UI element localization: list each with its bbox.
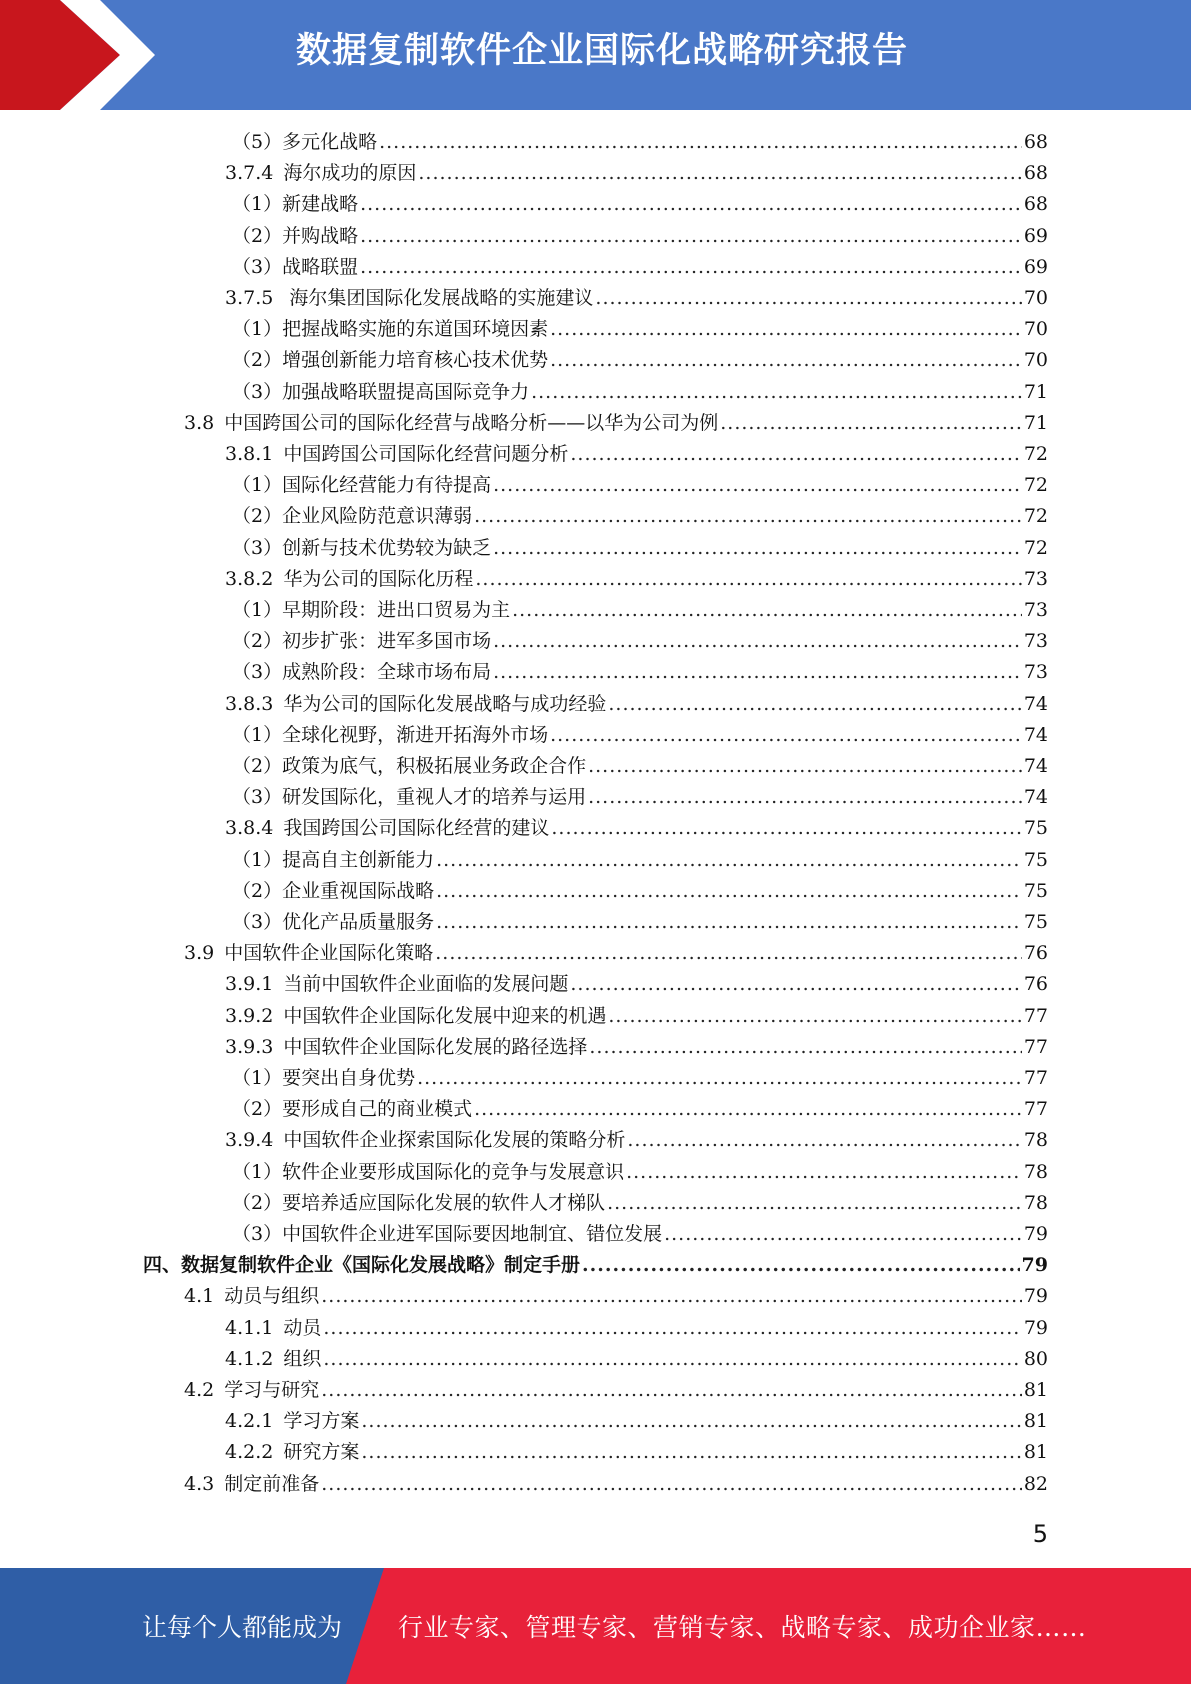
toc-entry[interactable] bbox=[232, 1157, 1048, 1188]
toc-entry-title: （3）研发国际化，重视人才的培养与运用 bbox=[232, 786, 587, 809]
toc-entry-page: 80 bbox=[1023, 1347, 1048, 1370]
toc-entry-title: （1）新建战略 bbox=[232, 193, 359, 216]
toc-entry-page: 77 bbox=[1023, 1004, 1048, 1027]
toc-entry-title: 华为公司的国际化发展战略与成功经验 bbox=[283, 692, 607, 715]
toc-entry-page: 79 bbox=[1023, 1285, 1048, 1308]
toc-entry-page: 74 bbox=[1023, 786, 1048, 809]
toc-entry[interactable] bbox=[232, 221, 1048, 252]
toc-entry-number: 3.8.1 bbox=[225, 443, 274, 465]
toc-leader-dots bbox=[608, 1001, 1021, 1032]
toc-entry-page: 79 bbox=[1023, 1223, 1048, 1245]
toc-entry-title: （2）要形成自己的商业模式 bbox=[232, 1098, 473, 1121]
toc-entry-title: （5）多元化战略 bbox=[232, 131, 378, 153]
toc-entry[interactable] bbox=[232, 876, 1048, 907]
toc-leader-dots bbox=[361, 1406, 1021, 1437]
toc-entry[interactable] bbox=[232, 470, 1048, 501]
toc-entry-page: 69 bbox=[1023, 255, 1048, 278]
toc-leader-dots bbox=[512, 595, 1022, 626]
toc-leader-dots bbox=[588, 751, 1022, 782]
toc-entry-title: （3）战略联盟 bbox=[232, 255, 359, 278]
toc-entry-number: 4.1.2 bbox=[225, 1347, 274, 1370]
toc-leader-dots bbox=[570, 969, 1021, 1000]
toc-entry-page: 75 bbox=[1023, 817, 1048, 840]
footer-slogan-right: 行业专家、管理专家、营销专家、战略专家、成功企业家…… bbox=[398, 1613, 1087, 1642]
toc-leader-dots bbox=[550, 720, 1022, 751]
toc-leader-dots bbox=[595, 283, 1021, 314]
toc-leader-dots bbox=[493, 626, 1022, 657]
toc-leader-dots bbox=[435, 938, 1022, 969]
toc-entry-page: 78 bbox=[1023, 1191, 1048, 1214]
toc-entry[interactable] bbox=[184, 1469, 1048, 1500]
toc-entry-title: （1）早期阶段：进出口贸易为主 bbox=[232, 599, 511, 621]
toc-entry[interactable] bbox=[232, 907, 1048, 938]
toc-entry-page: 72 bbox=[1023, 536, 1048, 559]
toc-entry[interactable] bbox=[184, 938, 1048, 969]
toc-entry-title: （1）全球化视野，渐进开拓海外市场 bbox=[232, 723, 549, 746]
toc-entry-title: 学习方案 bbox=[283, 1410, 360, 1433]
toc-entry[interactable] bbox=[225, 158, 1048, 189]
toc-entry-title: 海尔成功的原因 bbox=[283, 162, 417, 185]
toc-entry-title: （3）加强战略联盟提高国际竞争力 bbox=[232, 380, 530, 403]
toc-entry-title: （3）优化产品质量服务 bbox=[232, 911, 435, 933]
toc-entry[interactable] bbox=[225, 564, 1048, 595]
toc-leader-dots bbox=[323, 1313, 1021, 1344]
toc-entry[interactable] bbox=[184, 408, 1048, 439]
toc-entry-page: 69 bbox=[1023, 224, 1048, 247]
toc-entry-number: 4.2.2 bbox=[225, 1441, 274, 1464]
toc-entry-page: 75 bbox=[1023, 911, 1048, 933]
toc-entry[interactable] bbox=[232, 845, 1048, 876]
toc-entry-number: 3.9.2 bbox=[225, 1004, 274, 1027]
toc-entry-page: 72 bbox=[1023, 443, 1048, 465]
toc-entry-page: 81 bbox=[1023, 1441, 1048, 1464]
toc-entry[interactable] bbox=[225, 1344, 1048, 1375]
toc-entry[interactable] bbox=[225, 1437, 1048, 1468]
toc-entry-page: 70 bbox=[1023, 287, 1048, 309]
toc-entry[interactable] bbox=[225, 1032, 1048, 1063]
toc-entry-page: 73 bbox=[1023, 599, 1048, 621]
toc-entry[interactable] bbox=[225, 1001, 1048, 1032]
toc-leader-dots bbox=[321, 1281, 1022, 1312]
toc-entry-title: 中国跨国公司的国际化经营与战略分析——以华为公司为例 bbox=[224, 411, 719, 434]
toc-leader-dots bbox=[720, 408, 1022, 439]
toc-entry-page: 77 bbox=[1023, 1067, 1048, 1089]
toc-entry-title: （1）把握战略实施的东道国环境因素 bbox=[232, 318, 549, 341]
toc-entry[interactable] bbox=[184, 1281, 1048, 1312]
toc-entry-title: 中国跨国公司国际化经营问题分析 bbox=[283, 443, 569, 465]
toc-entry[interactable] bbox=[232, 1188, 1048, 1219]
toc-entry-number: 3.9.4 bbox=[225, 1129, 274, 1152]
toc-leader-dots bbox=[626, 1157, 1022, 1188]
toc-leader-dots bbox=[550, 314, 1022, 345]
toc-entry-number: 4.2.1 bbox=[225, 1410, 274, 1433]
toc-entry-number: 3.7.5 bbox=[225, 287, 274, 309]
toc-leader-dots bbox=[588, 782, 1022, 813]
page-number: 5 bbox=[1032, 1520, 1048, 1548]
toc-entry-title: （1）国际化经营能力有待提高 bbox=[232, 474, 492, 497]
toc-entry-number: 3.8 bbox=[184, 411, 215, 434]
toc-entry-page: 68 bbox=[1023, 162, 1048, 185]
toc-entry-number: 3.8.3 bbox=[225, 692, 274, 715]
toc-entry[interactable] bbox=[232, 127, 1048, 158]
toc-entry-title: 中国软件企业探索国际化发展的策略分析 bbox=[283, 1129, 626, 1152]
toc-leader-dots bbox=[321, 1469, 1022, 1500]
toc-entry-page: 79 bbox=[1021, 1254, 1048, 1277]
toc-leader-dots bbox=[493, 533, 1022, 564]
toc-entry[interactable] bbox=[225, 1125, 1048, 1156]
toc-entry-page: 78 bbox=[1023, 1160, 1048, 1183]
toc-entry[interactable] bbox=[184, 1375, 1048, 1406]
toc-leader-dots bbox=[493, 470, 1022, 501]
toc-leader-dots bbox=[323, 1344, 1021, 1375]
toc-entry[interactable] bbox=[232, 720, 1048, 751]
toc-entry[interactable] bbox=[232, 1219, 1048, 1250]
toc-entry-title: （2）要培养适应国际化发展的软件人才梯队 bbox=[232, 1191, 606, 1214]
toc-leader-dots bbox=[360, 252, 1022, 283]
toc-entry-page: 68 bbox=[1023, 131, 1048, 153]
document-title: 数据复制软件企业国际化战略研究报告 bbox=[296, 31, 909, 71]
page-footer bbox=[0, 1568, 1191, 1684]
toc-entry-number: 4.2 bbox=[184, 1379, 215, 1401]
toc-entry[interactable] bbox=[232, 1094, 1048, 1125]
toc-leader-dots bbox=[664, 1219, 1022, 1250]
toc-entry-title: （1）要突出自身优势 bbox=[232, 1067, 416, 1089]
toc-entry[interactable] bbox=[232, 252, 1048, 283]
toc-entry[interactable] bbox=[225, 439, 1048, 470]
toc-entry-title: （3）成熟阶段：全球市场布局 bbox=[232, 661, 492, 684]
toc-entry-page: 75 bbox=[1023, 879, 1048, 902]
toc-entry-number: 3.9.3 bbox=[225, 1035, 274, 1058]
toc-leader-dots bbox=[570, 439, 1021, 470]
toc-entry[interactable] bbox=[232, 314, 1048, 345]
toc-entry[interactable] bbox=[225, 283, 1048, 314]
toc-entry[interactable] bbox=[225, 689, 1048, 720]
toc-entry[interactable] bbox=[232, 377, 1048, 408]
toc-entry-page: 82 bbox=[1023, 1472, 1048, 1495]
footer-slogan-left: 让每个人都能成为 bbox=[142, 1613, 343, 1642]
toc-leader-dots bbox=[608, 689, 1021, 720]
toc-entry-title: （3）创新与技术优势较为缺乏 bbox=[232, 536, 492, 559]
toc-entry-page: 76 bbox=[1023, 942, 1048, 965]
toc-leader-dots bbox=[474, 501, 1022, 532]
toc-entry-title: （2）企业重视国际战略 bbox=[232, 879, 435, 902]
toc-entry-page: 68 bbox=[1023, 193, 1048, 216]
toc-entry-title: （2）增强创新能力培育核心技术优势 bbox=[232, 349, 549, 372]
toc-entry[interactable] bbox=[225, 1313, 1048, 1344]
toc-leader-dots bbox=[379, 127, 1022, 158]
toc-leader-dots bbox=[360, 221, 1022, 252]
toc-leader-dots bbox=[436, 845, 1022, 876]
toc-entry-title: （1）软件企业要形成国际化的竞争与发展意识 bbox=[232, 1160, 625, 1183]
toc-entry-number: 3.8.4 bbox=[225, 817, 274, 840]
toc-leader-dots bbox=[321, 1375, 1022, 1406]
toc-entry-title: 海尔集团国际化发展战略的实施建议 bbox=[283, 287, 594, 309]
toc-entry-number: 3.9 bbox=[184, 942, 215, 965]
toc-entry[interactable] bbox=[232, 1063, 1048, 1094]
toc-entry[interactable] bbox=[143, 1250, 1048, 1281]
toc-entry-number: 3.7.4 bbox=[225, 162, 274, 185]
toc-entry-page: 73 bbox=[1023, 567, 1048, 590]
toc-entry[interactable] bbox=[232, 533, 1048, 564]
toc-entry-page: 74 bbox=[1023, 692, 1048, 715]
toc-leader-dots bbox=[493, 657, 1022, 688]
toc-leader-dots bbox=[551, 813, 1021, 844]
toc-entry[interactable] bbox=[232, 751, 1048, 782]
toc-entry-page: 73 bbox=[1023, 630, 1048, 653]
toc-entry-number: 3.8.2 bbox=[225, 567, 274, 590]
toc-entry-title: 中国软件企业国际化策略 bbox=[224, 942, 434, 965]
toc-entry-title: 中国软件企业国际化发展的路径选择 bbox=[283, 1035, 588, 1058]
toc-leader-dots bbox=[531, 377, 1022, 408]
toc-entry-title: （2）并购战略 bbox=[232, 224, 359, 247]
toc-entry[interactable] bbox=[232, 657, 1048, 688]
toc-entry-title: 四、数据复制软件企业《国际化发展战略》制定手册 bbox=[143, 1254, 581, 1277]
toc-entry-page: 74 bbox=[1023, 723, 1048, 746]
toc-entry-title: 制定前准备 bbox=[224, 1472, 320, 1495]
toc-leader-dots bbox=[475, 564, 1021, 595]
page-header bbox=[0, 0, 1191, 110]
toc-entry-page: 73 bbox=[1023, 661, 1048, 684]
toc-entry-page: 81 bbox=[1023, 1379, 1048, 1401]
toc-entry-page: 77 bbox=[1023, 1098, 1048, 1121]
toc-leader-dots bbox=[436, 907, 1022, 938]
toc-entry-title: 中国软件企业国际化发展中迎来的机遇 bbox=[283, 1004, 607, 1027]
toc-entry-page: 72 bbox=[1023, 505, 1048, 528]
toc-entry-page: 74 bbox=[1023, 755, 1048, 777]
toc-entry-title: 我国跨国公司国际化经营的建议 bbox=[283, 817, 550, 840]
toc-entry-number: 4.1 bbox=[184, 1285, 215, 1308]
toc-entry-page: 79 bbox=[1023, 1316, 1048, 1339]
toc-entry[interactable] bbox=[232, 595, 1048, 626]
toc-entry-page: 71 bbox=[1023, 411, 1048, 434]
toc-leader-dots bbox=[436, 876, 1022, 907]
toc-entry[interactable] bbox=[232, 345, 1048, 376]
toc-entry-page: 70 bbox=[1023, 349, 1048, 372]
toc-leader-dots bbox=[607, 1188, 1022, 1219]
toc-entry-page: 77 bbox=[1023, 1035, 1048, 1058]
toc-entry[interactable] bbox=[232, 782, 1048, 813]
toc-leader-dots bbox=[418, 158, 1021, 189]
toc-entry-page: 71 bbox=[1023, 380, 1048, 403]
toc-entry-title: 研究方案 bbox=[283, 1441, 360, 1464]
toc-entry-title: （1）提高自主创新能力 bbox=[232, 848, 435, 871]
toc-entry-page: 81 bbox=[1023, 1410, 1048, 1433]
toc-leader-dots bbox=[474, 1094, 1022, 1125]
toc-leader-dots bbox=[589, 1032, 1021, 1063]
toc-entry-title: （2）政策为底气，积极拓展业务政企合作 bbox=[232, 755, 587, 777]
toc-entry-title: 华为公司的国际化历程 bbox=[283, 567, 474, 590]
toc-leader-dots bbox=[627, 1125, 1021, 1156]
toc-entry-number: 4.1.1 bbox=[225, 1316, 274, 1339]
toc-leader-dots bbox=[582, 1250, 1020, 1281]
toc-entry[interactable] bbox=[232, 626, 1048, 657]
toc-entry-title: 学习与研究 bbox=[224, 1379, 320, 1401]
toc-entry-title: 动员 bbox=[283, 1316, 322, 1339]
toc-leader-dots bbox=[550, 345, 1022, 376]
toc-leader-dots bbox=[360, 189, 1022, 220]
toc-entry-title: （3）中国软件企业进军国际要因地制宜、错位发展 bbox=[232, 1223, 663, 1245]
toc-entry-title: 组织 bbox=[283, 1347, 322, 1370]
toc-entry-page: 70 bbox=[1023, 318, 1048, 341]
toc-entry-number: 3.9.1 bbox=[225, 973, 274, 996]
toc-entry[interactable] bbox=[225, 1406, 1048, 1437]
toc-entry-title: 当前中国软件企业面临的发展问题 bbox=[283, 973, 569, 996]
toc-entry-number: 4.3 bbox=[184, 1472, 215, 1495]
toc-leader-dots bbox=[417, 1063, 1022, 1094]
toc-entry[interactable] bbox=[232, 189, 1048, 220]
toc-entry-title: （2）企业风险防范意识薄弱 bbox=[232, 505, 473, 528]
toc-leader-dots bbox=[361, 1437, 1021, 1468]
toc-entry-page: 76 bbox=[1023, 973, 1048, 996]
toc-entry-page: 72 bbox=[1023, 474, 1048, 497]
toc-entry-title: 动员与组织 bbox=[224, 1285, 320, 1308]
toc-entry-title: （2）初步扩张：进军多国市场 bbox=[232, 630, 492, 653]
toc-entry-page: 78 bbox=[1023, 1129, 1048, 1152]
toc-entry-page: 75 bbox=[1023, 848, 1048, 871]
toc-entry[interactable] bbox=[232, 501, 1048, 532]
toc-entry[interactable] bbox=[225, 969, 1048, 1000]
toc-entry[interactable] bbox=[225, 813, 1048, 844]
